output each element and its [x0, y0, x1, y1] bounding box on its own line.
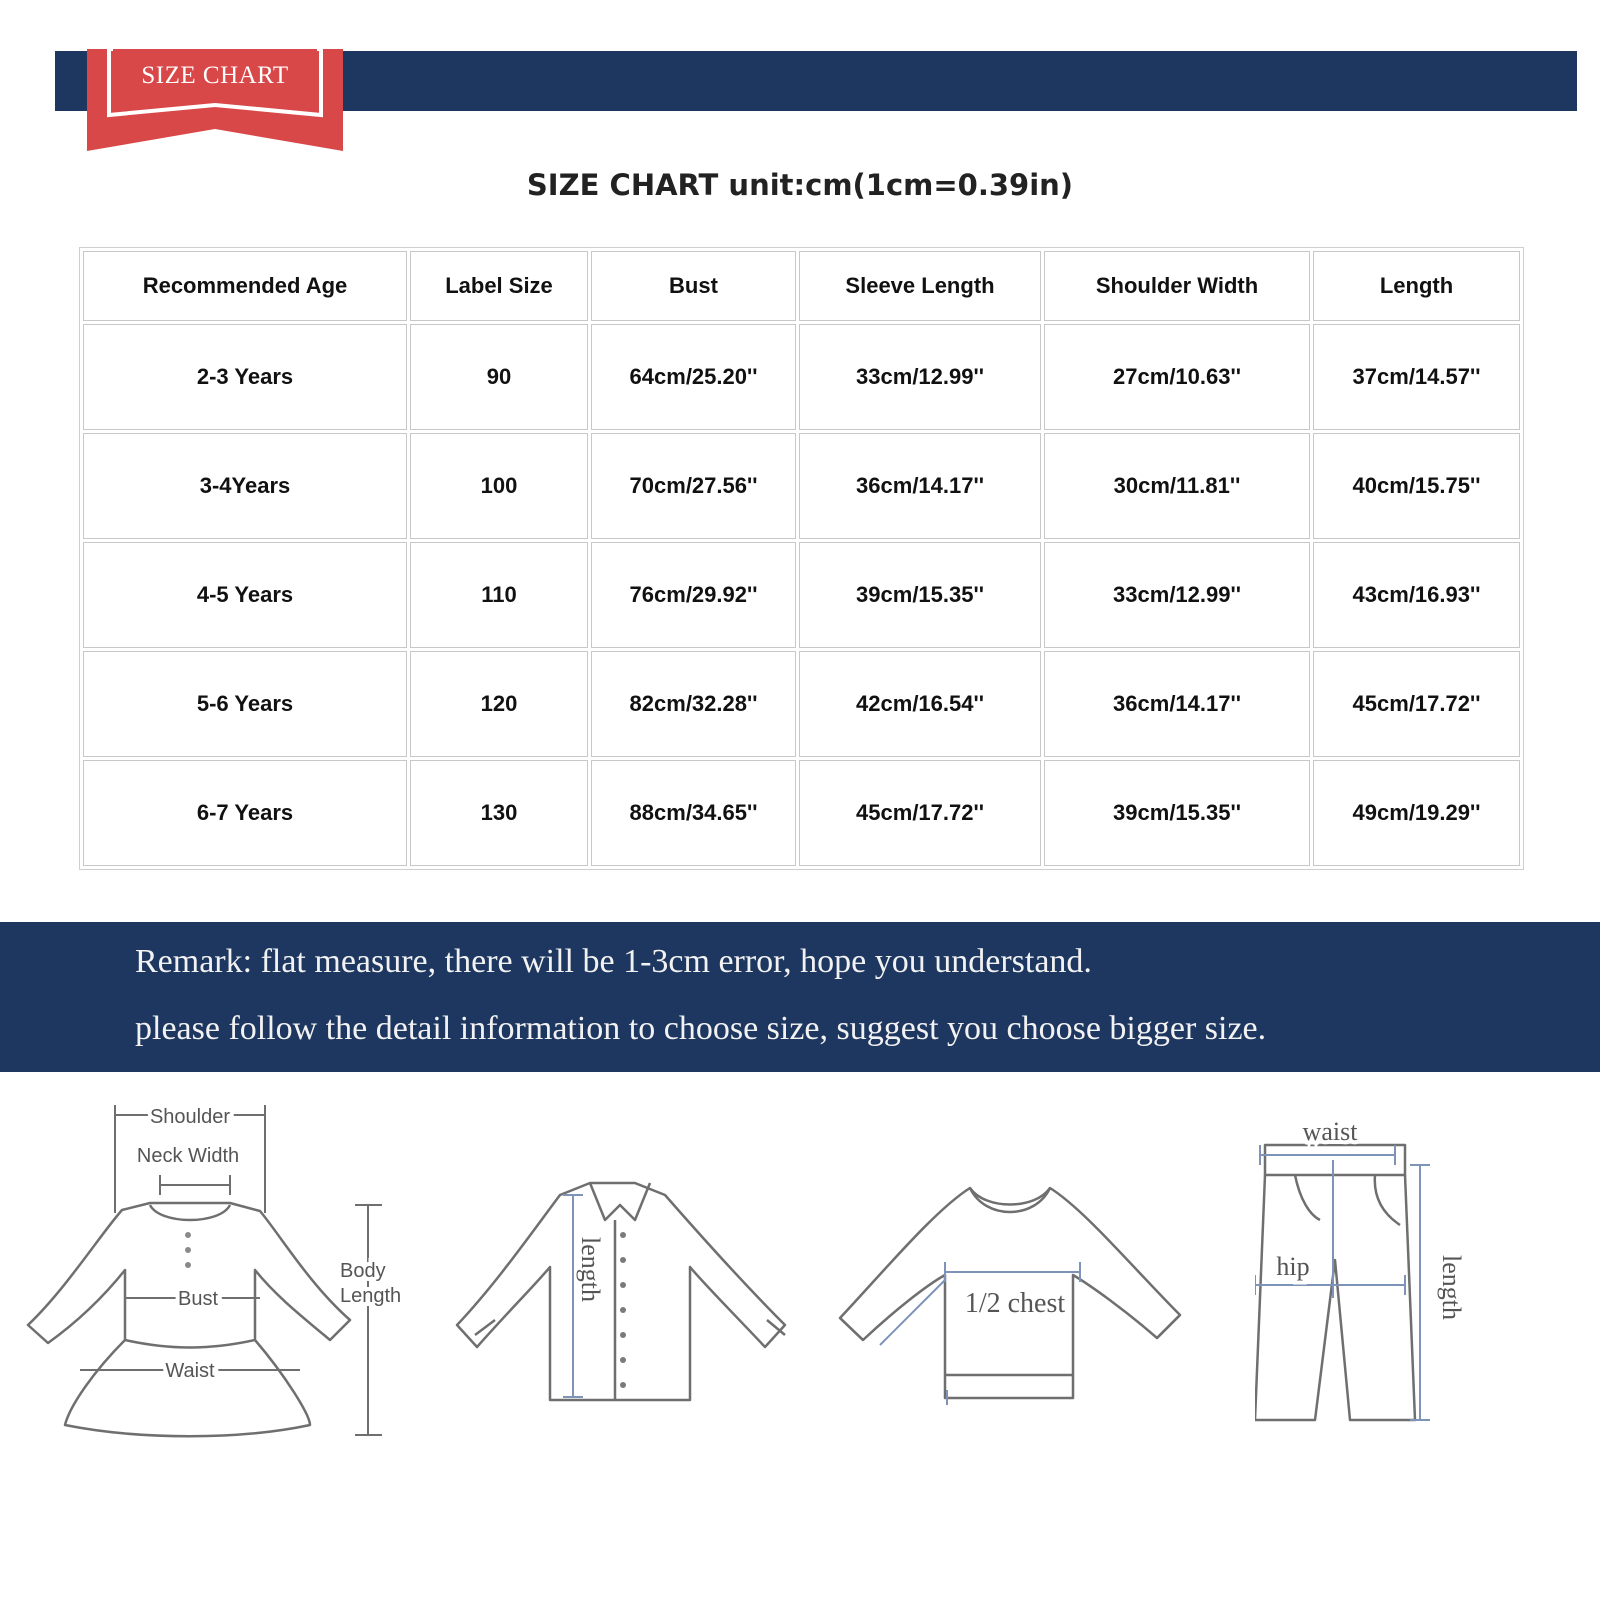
column-header-age: Recommended Age	[83, 251, 407, 321]
remark-text: Remark: flat measure, there will be 1-3cm error, hope you understand.	[135, 943, 1092, 980]
table-cell: 5-6 Years	[83, 651, 407, 757]
page-title: SIZE CHART unit:cm(1cm=0.39in)	[526, 168, 1074, 202]
table-cell: 36cm/14.17''	[799, 433, 1041, 539]
table-cell: 2-3 Years	[83, 324, 407, 430]
table-cell: 6-7 Years	[83, 760, 407, 866]
table-header-row	[83, 251, 1520, 321]
dress-measure-diagram	[10, 1095, 430, 1445]
waist-label: Waist	[165, 1360, 215, 1382]
column-header-label-size: Label Size	[410, 251, 588, 321]
body-length-label-2: Length	[340, 1285, 402, 1307]
table-cell: 82cm/32.28''	[591, 651, 796, 757]
hip-label: hip	[1276, 1252, 1310, 1281]
table-cell: 76cm/29.92''	[591, 542, 796, 648]
sweater-chest-diagram	[835, 1180, 1190, 1410]
column-header-bust: Bust	[591, 251, 796, 321]
table-cell: 39cm/15.35''	[1044, 760, 1310, 866]
table-cell: 27cm/10.63''	[1044, 324, 1310, 430]
table-cell: 33cm/12.99''	[1044, 542, 1310, 648]
table-cell: 130	[410, 760, 588, 866]
table-row	[83, 324, 1520, 430]
size-table	[79, 247, 1524, 870]
table-cell: 49cm/19.29''	[1313, 760, 1520, 866]
table-cell: 64cm/25.20''	[591, 324, 796, 430]
table-cell: 39cm/15.35''	[799, 542, 1041, 648]
table-row	[83, 433, 1520, 539]
table-cell: 37cm/14.57''	[1313, 324, 1520, 430]
body-length-label: Body	[340, 1260, 386, 1282]
table-cell: 45cm/17.72''	[799, 760, 1041, 866]
table-cell: 88cm/34.65''	[591, 760, 796, 866]
pants-waist-label: waist	[1302, 1120, 1358, 1146]
table-cell: 42cm/16.54''	[799, 651, 1041, 757]
table-cell: 30cm/11.81''	[1044, 433, 1310, 539]
table-cell: 70cm/27.56''	[591, 433, 796, 539]
table-cell: 43cm/16.93''	[1313, 542, 1520, 648]
neck-width-label: Neck Width	[136, 1145, 240, 1167]
shirt-length-diagram	[455, 1175, 805, 1415]
table-row	[83, 542, 1520, 648]
table-cell: 40cm/15.75''	[1313, 433, 1520, 539]
table-cell: 90	[410, 324, 588, 430]
table-row	[83, 760, 1520, 866]
shirt-length-label: length	[576, 1237, 605, 1302]
table-cell: 100	[410, 433, 588, 539]
table-cell: 4-5 Years	[83, 542, 407, 648]
table-cell: 3-4Years	[83, 433, 407, 539]
table-cell: 33cm/12.99''	[799, 324, 1041, 430]
table-cell: 120	[410, 651, 588, 757]
table-cell: 36cm/14.17''	[1044, 651, 1310, 757]
table-cell: 110	[410, 542, 588, 648]
pants-length-label: length	[1437, 1255, 1466, 1320]
table-row	[83, 651, 1520, 757]
shoulder-label: Shoulder	[149, 1106, 231, 1128]
remark-advice-text: please follow the detail information to choose size, suggest you choose bigger size.	[135, 1010, 1267, 1047]
column-header-length: Length	[1313, 251, 1520, 321]
bust-label: Bust	[177, 1288, 219, 1310]
table-cell: 45cm/17.72''	[1313, 651, 1520, 757]
chest-label: 1/2 chest	[964, 1288, 1066, 1319]
pants-measure-diagram	[1255, 1120, 1485, 1430]
column-header-shoulder-width: Shoulder Width	[1044, 251, 1310, 321]
column-header-sleeve-length: Sleeve Length	[799, 251, 1041, 321]
badge-label: SIZE CHART	[141, 62, 289, 89]
